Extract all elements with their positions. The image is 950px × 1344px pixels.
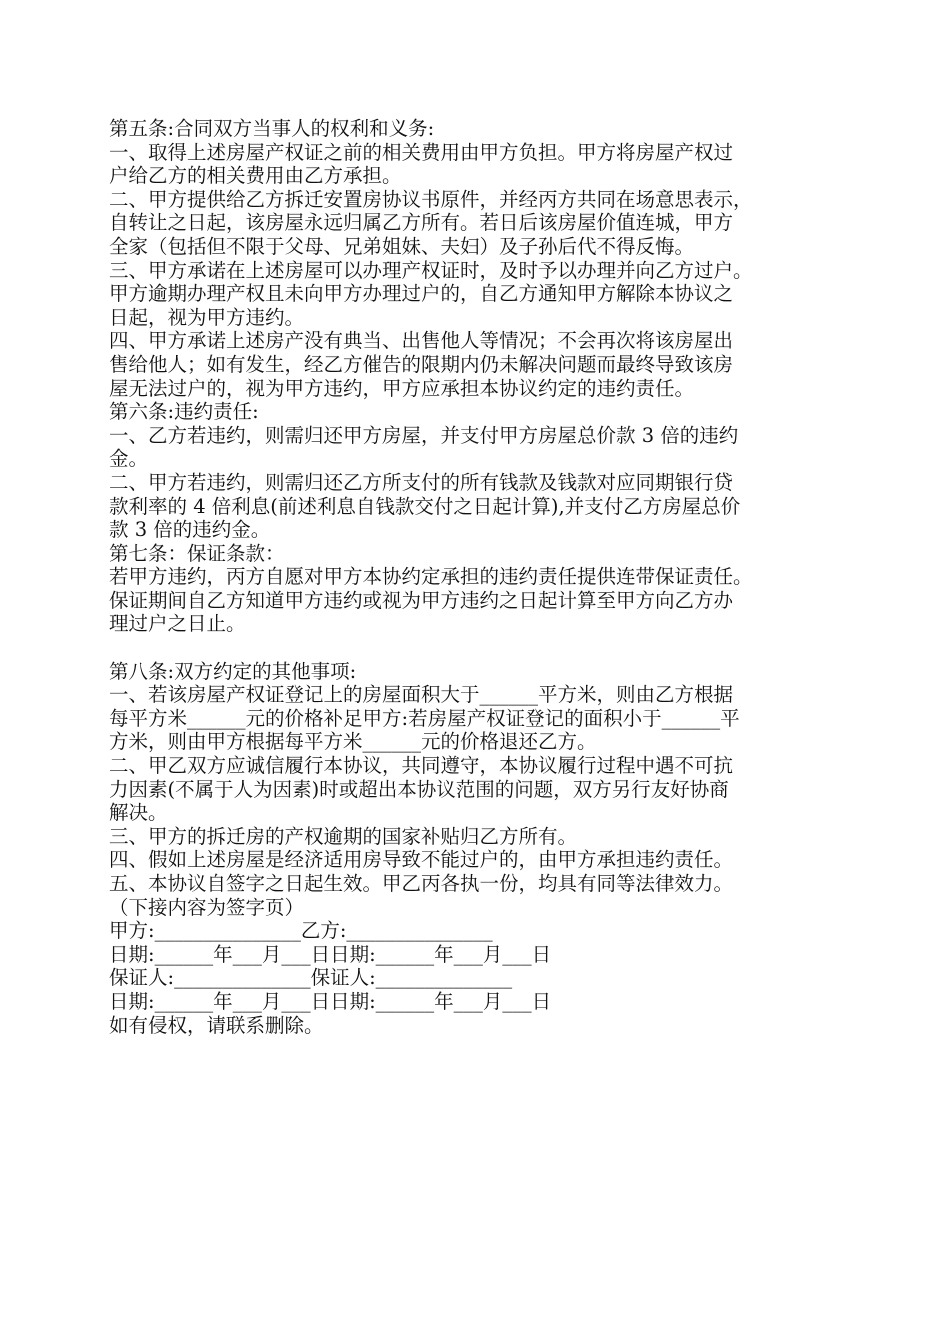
paragraph-line: 款利率的 4 倍利息(前述利息自钱款交付之日起计算),并支付乙方房屋总价: [109, 494, 741, 518]
paragraph-line: 金。: [109, 447, 149, 471]
signature-page-note: （下接内容为签字页）: [109, 895, 305, 919]
paragraph-line: 售给他人；如有发生，经乙方催告的限期内仍未解决问题而最终导致该房: [109, 352, 734, 376]
article-5-heading: 第五条:合同双方当事人的权利和义务:: [109, 117, 435, 140]
copyright-notice: 如有侵权，请联系删除。: [109, 1013, 324, 1037]
article-7-heading: 第七条：保证条款：: [109, 541, 285, 565]
paragraph-line: 自转让之日起，该房屋永远归属乙方所有。若日后该房屋价值连城，甲方: [109, 211, 734, 235]
paragraph-line: 二、甲乙双方应诚信履行本协议，共同遵守，本协议履行过程中遇不可抗: [109, 754, 734, 778]
paragraph-line: 户给乙方的相关费用由乙方承担。: [109, 164, 402, 188]
paragraph-line: 一、若该房屋产权证登记上的房屋面积大于______平方米，则由乙方根据: [109, 683, 734, 707]
paragraph-line: 解决。: [109, 801, 168, 825]
paragraph-line: 屋无法过户的，视为甲方违约，甲方应承担本协议约定的违约责任。: [109, 376, 695, 400]
signature-date-line: 日期:______年___月___日日期:______年___月___日: [109, 942, 552, 966]
paragraph-line: 若甲方违约，丙方自愿对甲方本协约定承担的违约责任提供连带保证责任。: [109, 565, 753, 589]
paragraph-line: 五、本协议自签字之日起生效。甲乙丙各执一份，均具有同等法律效力。: [109, 872, 734, 895]
paragraph-line: 三、甲方的拆迁房的产权逾期的国家补贴归乙方所有。: [109, 824, 578, 848]
paragraph-line: 每平方米______元的价格补足甲方:若房屋产权证登记的面积小于______平: [109, 706, 740, 730]
article-8-heading: 第八条:双方约定的其他事项:: [109, 659, 357, 683]
paragraph-line: 四、甲方承诺上述房产没有典当、出售他人等情况；不会再次将该房屋出: [109, 329, 734, 353]
paragraph-line: 力因素(不属于人为因素)时或超出本协议范围的问题，双方另行友好协商: [109, 777, 729, 801]
paragraph-line: 二、甲方若违约，则需归还乙方所支付的所有钱款及钱款对应同期银行贷: [109, 470, 734, 494]
paragraph-line: 保证期间自乙方知道甲方违约或视为甲方违约之日起计算至甲方向乙方办: [109, 588, 734, 612]
paragraph-line: 三、甲方承诺在上述房屋可以办理产权证时，及时予以办理并向乙方过户。: [109, 258, 753, 282]
guarantor-line: 保证人:______________保证人:______________: [109, 966, 513, 990]
blank-line: [109, 636, 854, 660]
guarantor-date-line: 日期:______年___月___日日期:______年___月___日: [109, 989, 552, 1013]
article-6-heading: 第六条:违约责任:: [109, 400, 259, 424]
document-body: [109, 117, 854, 1037]
paragraph-line: 方米，则由甲方根据每平方米______元的价格退还乙方。: [109, 730, 597, 754]
paragraph-line: 一、取得上述房屋产权证之前的相关费用由甲方负担。甲方将房屋产权过: [109, 140, 734, 164]
paragraph-line: 一、乙方若违约，则需归还甲方房屋，并支付甲方房屋总价款 3 倍的违约: [109, 423, 739, 447]
paragraph-line: 日起，视为甲方违约。: [109, 305, 305, 329]
paragraph-line: 二、甲方提供给乙方拆迁安置房协议书原件，并经丙方共同在场意思表示，: [109, 187, 753, 211]
paragraph-line: 理过户之日止。: [109, 612, 246, 636]
paragraph-line: 款 3 倍的违约金。: [109, 518, 271, 542]
paragraph-line: 四、假如上述房屋是经济适用房导致不能过户的，由甲方承担违约责任。: [109, 848, 734, 872]
paragraph-line: 甲方逾期办理产权且未向甲方办理过户的，自乙方通知甲方解除本协议之: [109, 282, 734, 306]
paragraph-line: 全家（包括但不限于父母、兄弟姐妹、夫妇）及子孙后代不得反悔。: [109, 234, 695, 258]
signature-parties-line: 甲方:_______________乙方:_______________: [109, 919, 493, 943]
